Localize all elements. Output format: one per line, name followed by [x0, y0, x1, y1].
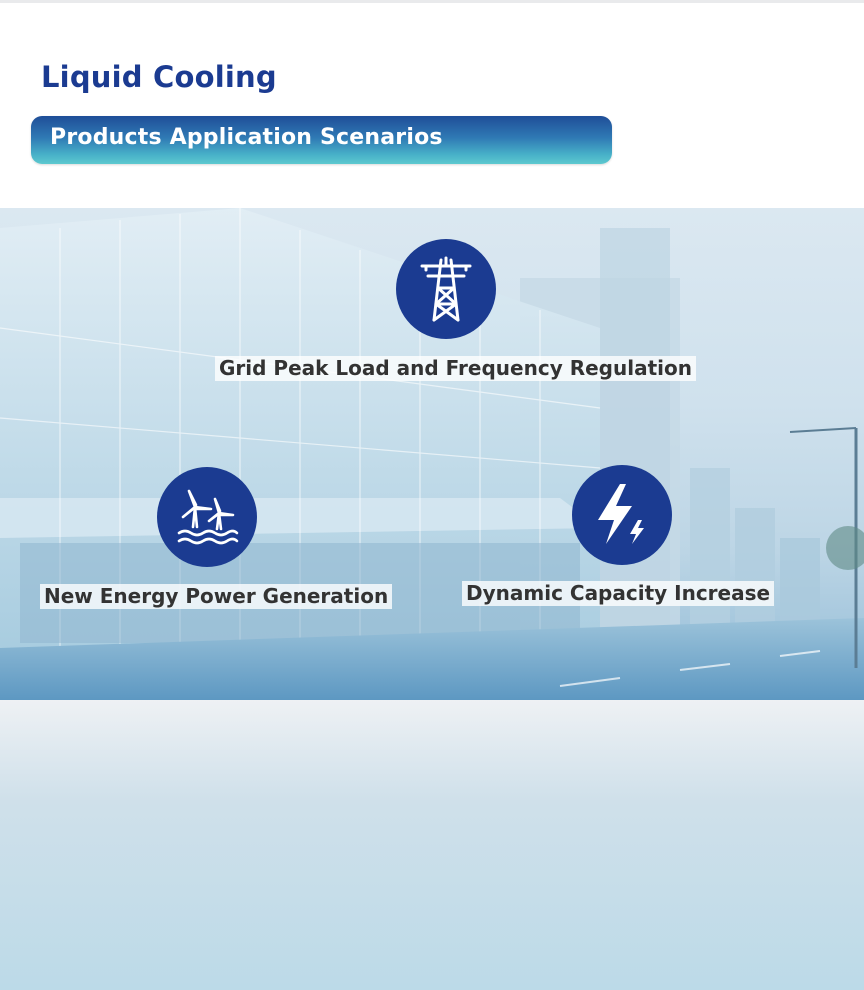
section-banner	[31, 116, 612, 164]
scenario-label-new-energy: New Energy Power Generation	[40, 584, 392, 609]
lightning-icon	[592, 482, 652, 548]
scenario-icon-circle	[572, 465, 672, 565]
scenario-icon-circle	[157, 467, 257, 567]
top-divider	[0, 0, 864, 3]
bottom-background	[0, 700, 864, 990]
scenario-label-dynamic-capacity: Dynamic Capacity Increase	[462, 581, 774, 606]
power-tower-icon	[416, 254, 476, 324]
page-title: Liquid Cooling	[41, 60, 277, 94]
scenario-icon-circle	[396, 239, 496, 339]
wind-turbine-icon	[175, 487, 239, 547]
scenario-label-grid: Grid Peak Load and Frequency Regulation	[215, 356, 696, 381]
section-banner-label: Products Application Scenarios	[50, 125, 443, 150]
